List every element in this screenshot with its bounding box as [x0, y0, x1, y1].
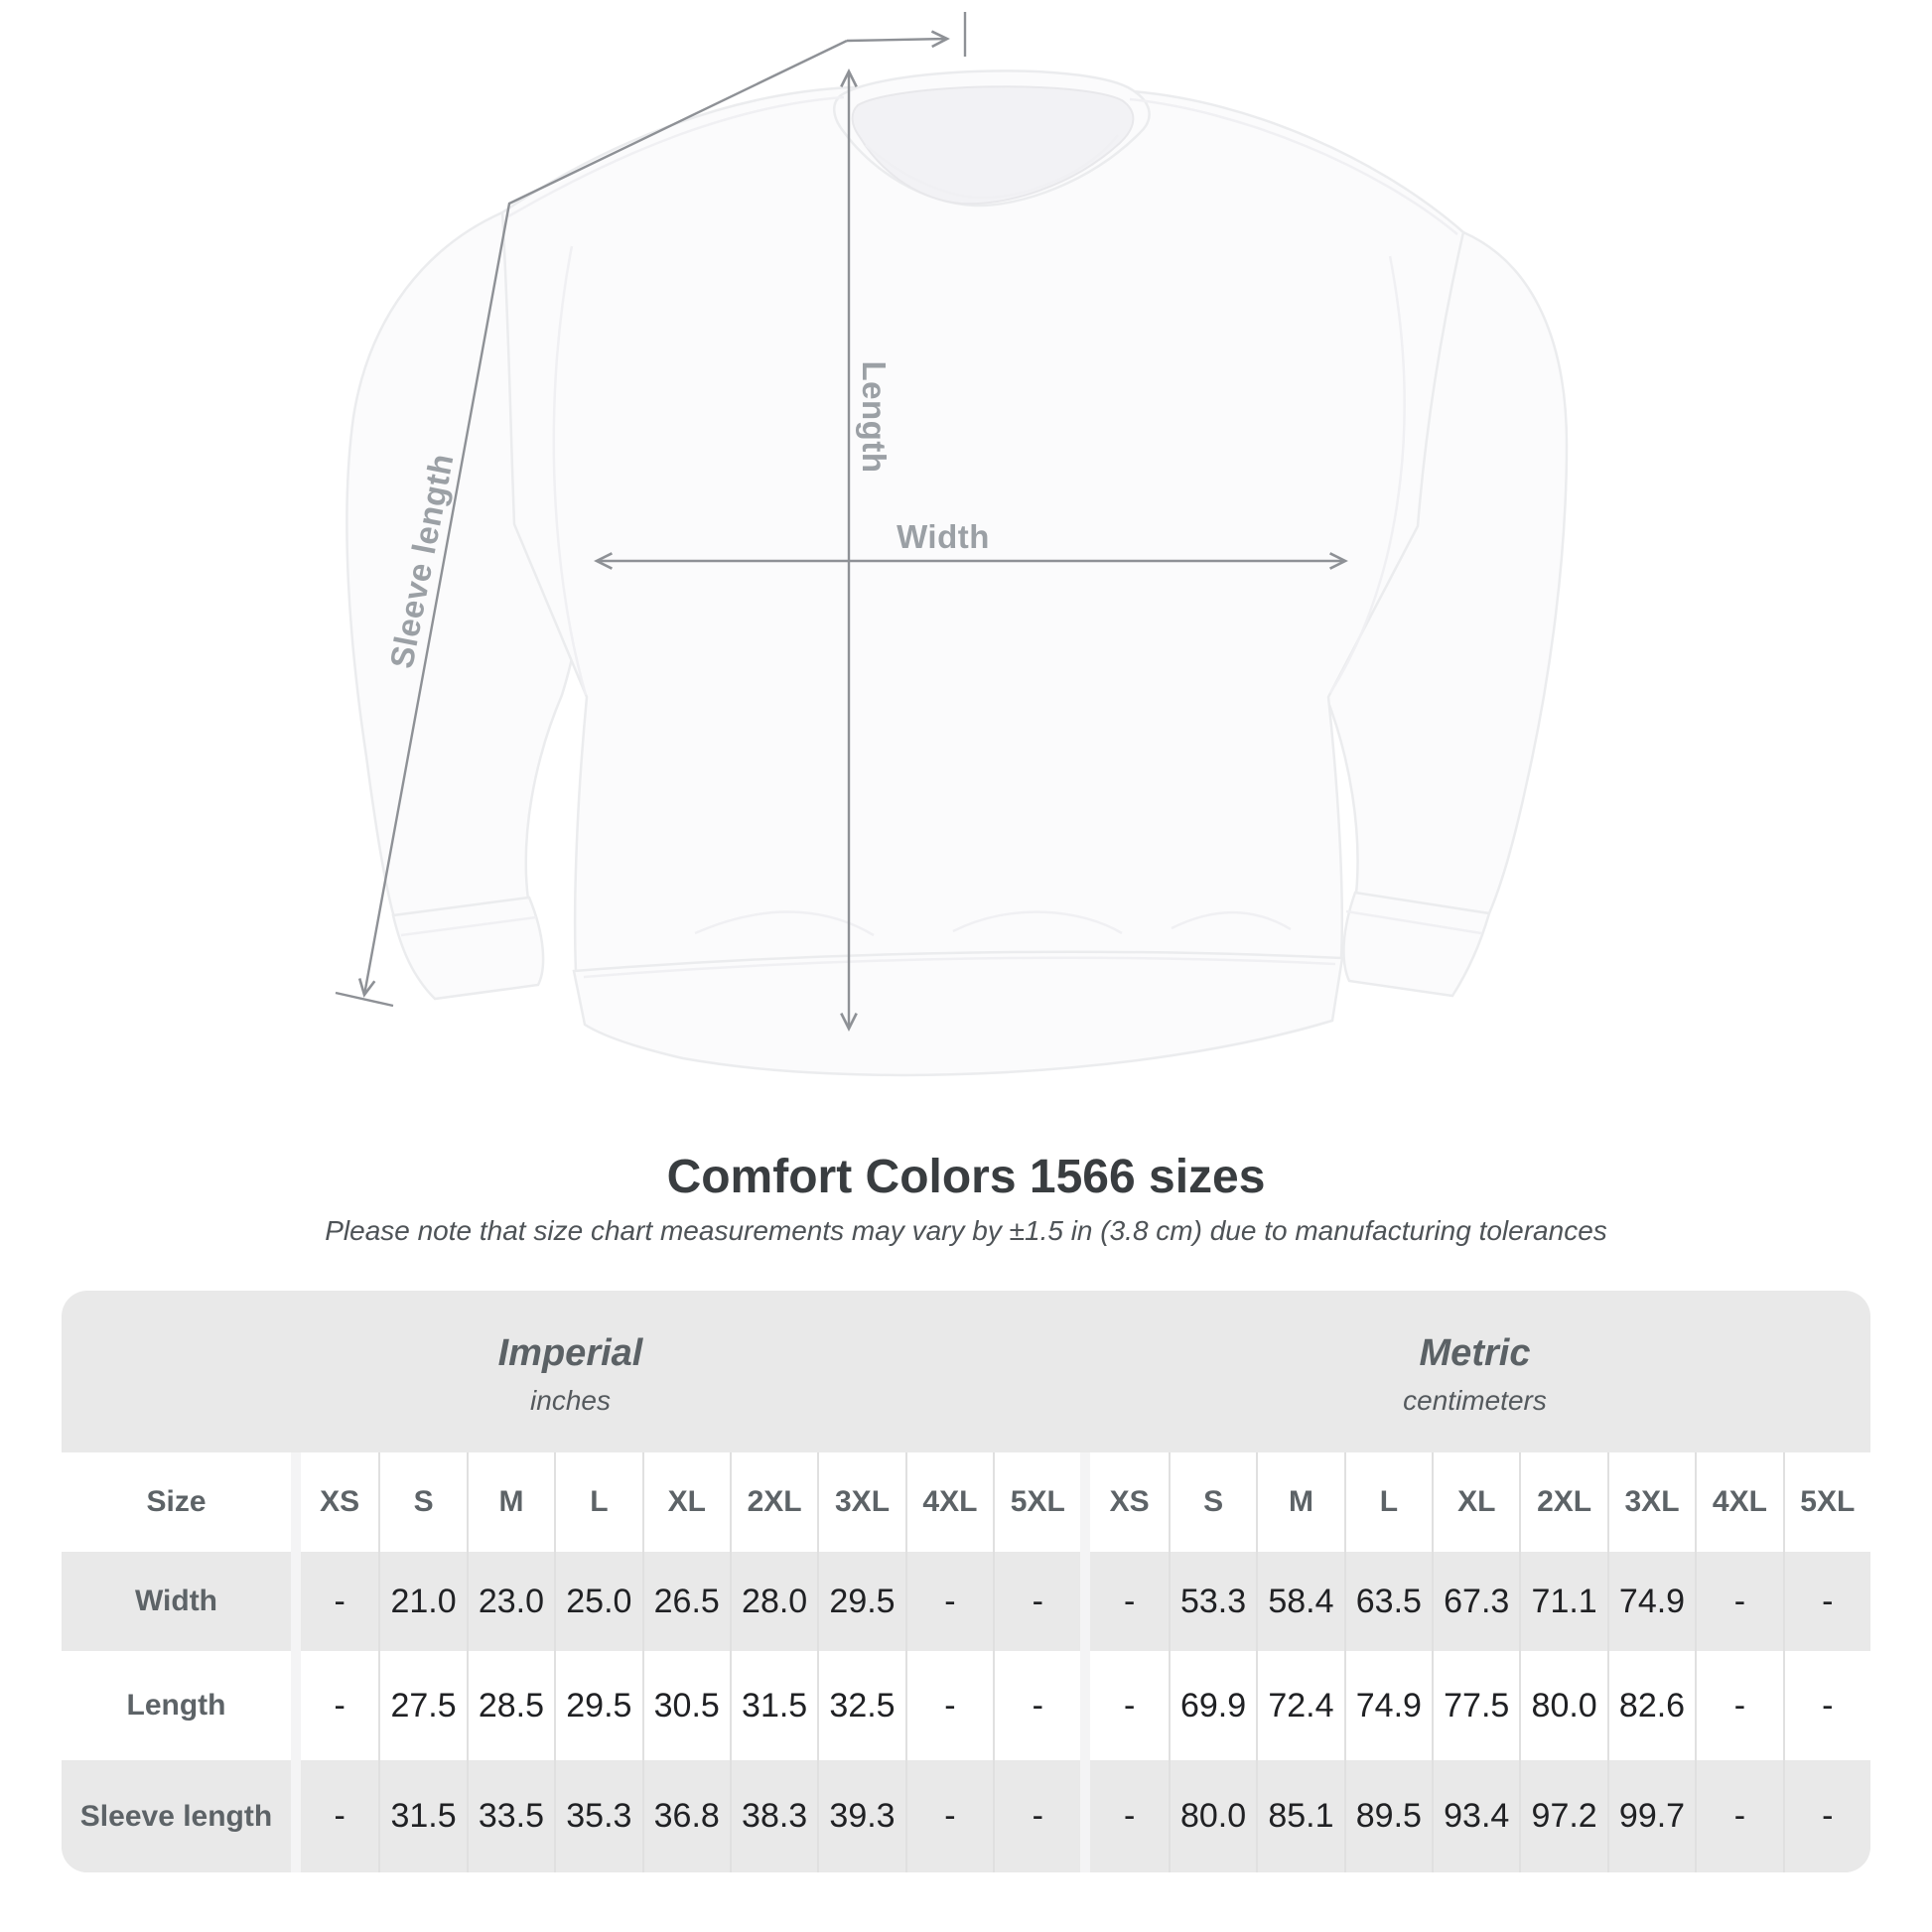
table-value: 93.4	[1432, 1760, 1519, 1872]
table-value: 74.9	[1344, 1651, 1432, 1760]
table-value: 74.9	[1607, 1552, 1695, 1651]
table-value: 33.5	[467, 1760, 554, 1872]
table-value: 36.8	[642, 1760, 730, 1872]
table-value: -	[905, 1760, 993, 1872]
page-title: Comfort Colors 1566 sizes	[666, 1151, 1266, 1203]
size-header-row	[62, 1452, 1870, 1552]
table-value: -	[291, 1552, 378, 1651]
table-value: -	[1783, 1552, 1870, 1651]
row-label: Sleeve length	[79, 1799, 273, 1833]
size-header: S	[1169, 1452, 1256, 1552]
unit-header-row	[62, 1291, 1870, 1452]
metric-unit: centimeters	[1403, 1385, 1547, 1416]
tolerance-note: Please note that size chart measurements may vary by ±1.5 in (3.8 cm) due to manufacturing tolerances	[325, 1215, 1607, 1246]
table-value: 97.2	[1519, 1760, 1606, 1872]
size-table	[62, 1291, 1870, 1872]
table-row-length	[62, 1651, 1870, 1760]
size-header: 3XL	[1607, 1452, 1695, 1552]
size-header: 4XL	[905, 1452, 993, 1552]
table-value: -	[1783, 1651, 1870, 1760]
table-value: -	[291, 1760, 378, 1872]
size-header: 4XL	[1695, 1452, 1782, 1552]
table-value: 27.5	[378, 1651, 466, 1760]
table-value: 21.0	[378, 1552, 466, 1651]
table-value: -	[905, 1651, 993, 1760]
table-value: -	[1080, 1760, 1168, 1872]
size-header: 2XL	[1519, 1452, 1606, 1552]
table-value: -	[993, 1760, 1080, 1872]
sleeve-top-segment	[847, 39, 947, 41]
table-value: 28.0	[730, 1552, 817, 1651]
table-value: 80.0	[1519, 1651, 1606, 1760]
table-value: 67.3	[1432, 1552, 1519, 1651]
size-header: M	[467, 1452, 554, 1552]
imperial-label: Imperial	[497, 1332, 643, 1374]
table-value: 80.0	[1169, 1760, 1256, 1872]
table-value: 35.3	[554, 1760, 641, 1872]
sleeve-length-measure-label: Sleeve length	[382, 450, 461, 672]
width-measure-label: Width	[897, 518, 990, 555]
table-row-sleeve-length	[62, 1760, 1870, 1872]
size-header: XL	[1432, 1452, 1519, 1552]
table-value: -	[1695, 1651, 1782, 1760]
table-value: -	[291, 1651, 378, 1760]
table-value: -	[905, 1552, 993, 1651]
table-value: 58.4	[1256, 1552, 1343, 1651]
imperial-unit-header	[62, 1291, 1079, 1452]
table-value: -	[1080, 1552, 1168, 1651]
length-measure-label: Length	[856, 360, 893, 474]
size-header: L	[1344, 1452, 1432, 1552]
table-value: 72.4	[1256, 1651, 1343, 1760]
left-cuff	[393, 897, 543, 999]
table-value: -	[1080, 1651, 1168, 1760]
row-label: Length	[126, 1689, 226, 1722]
table-value: 99.7	[1607, 1760, 1695, 1872]
table-value: -	[993, 1651, 1080, 1760]
table-value: 89.5	[1344, 1760, 1432, 1872]
table-value: -	[993, 1552, 1080, 1651]
size-header: 2XL	[730, 1452, 817, 1552]
table-value: 85.1	[1256, 1760, 1343, 1872]
table-value: 29.5	[554, 1651, 641, 1760]
table-value: 29.5	[817, 1552, 904, 1651]
row-label: Width	[134, 1585, 218, 1617]
table-value: 23.0	[467, 1552, 554, 1651]
table-value: 53.3	[1169, 1552, 1256, 1651]
table-value: 28.5	[467, 1651, 554, 1760]
table-value: 32.5	[817, 1651, 904, 1760]
table-value: 39.3	[817, 1760, 904, 1872]
table-value: -	[1695, 1760, 1782, 1872]
table-value: -	[1695, 1552, 1782, 1651]
size-header: XL	[642, 1452, 730, 1552]
size-header: 5XL	[1783, 1452, 1870, 1552]
table-value: 25.0	[554, 1552, 641, 1651]
table-value: 82.6	[1607, 1651, 1695, 1760]
table-value: 71.1	[1519, 1552, 1606, 1651]
table-value: -	[1783, 1760, 1870, 1872]
size-header: XS	[291, 1452, 378, 1552]
size-header: XS	[1080, 1452, 1168, 1552]
imperial-unit: inches	[530, 1385, 611, 1416]
size-header: M	[1256, 1452, 1343, 1552]
table-value: 30.5	[642, 1651, 730, 1760]
size-header: 5XL	[993, 1452, 1080, 1552]
table-value: 26.5	[642, 1552, 730, 1651]
table-value: 31.5	[730, 1651, 817, 1760]
table-value: 77.5	[1432, 1651, 1519, 1760]
size-header: L	[554, 1452, 641, 1552]
table-value: 69.9	[1169, 1651, 1256, 1760]
metric-label: Metric	[1419, 1332, 1531, 1374]
metric-unit-header	[1079, 1291, 1870, 1452]
table-value: 31.5	[378, 1760, 466, 1872]
table-value: 38.3	[730, 1760, 817, 1872]
table-row-width	[62, 1552, 1870, 1651]
size-header: S	[378, 1452, 466, 1552]
size-column-header: Size	[146, 1485, 207, 1518]
table-value: 63.5	[1344, 1552, 1432, 1651]
size-header: 3XL	[817, 1452, 904, 1552]
